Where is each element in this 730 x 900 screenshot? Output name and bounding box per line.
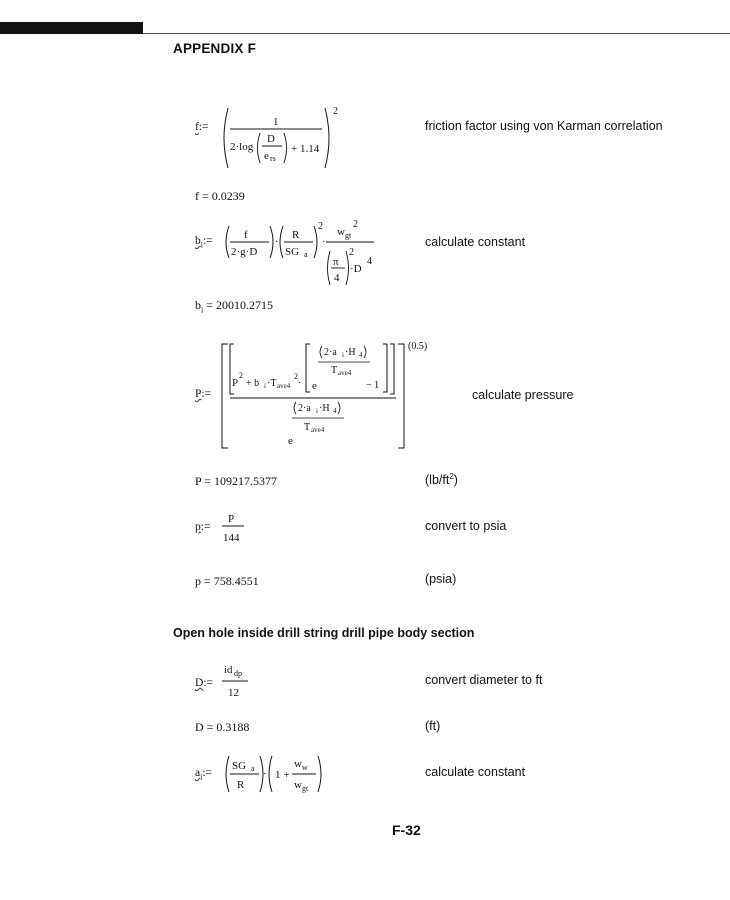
svg-text:P: P bbox=[232, 377, 239, 389]
svg-text:dp: dp bbox=[234, 669, 242, 678]
svg-text:i: i bbox=[316, 407, 318, 415]
svg-text:e: e bbox=[312, 380, 317, 392]
svg-text:4: 4 bbox=[359, 351, 363, 359]
svg-text:2·a: 2·a bbox=[298, 403, 311, 414]
result-p-unit: (psia) bbox=[425, 572, 457, 586]
svg-text:·H: ·H bbox=[345, 347, 356, 358]
svg-text:4: 4 bbox=[333, 407, 337, 415]
svg-text:4: 4 bbox=[334, 272, 340, 284]
constant-b-lhs: $b_i:=$ bbox=[195, 235, 213, 250]
svg-text:w: w bbox=[302, 763, 308, 772]
svg-text:w: w bbox=[337, 226, 345, 238]
section-heading: Open hole inside drill string drill pipe body section bbox=[173, 626, 475, 640]
svg-text:i: i bbox=[342, 351, 344, 359]
svg-text:12: 12 bbox=[228, 687, 239, 699]
svg-text:e: e bbox=[288, 435, 293, 447]
constant-a-lhs: $a_i:=$ bbox=[195, 767, 213, 782]
appendix-title: APPENDIX F bbox=[173, 41, 257, 56]
pressure-note: calculate pressure bbox=[472, 388, 574, 402]
constant-a-note: calculate constant bbox=[425, 765, 526, 779]
svg-text:2: 2 bbox=[349, 247, 354, 258]
svg-text:T: T bbox=[331, 365, 338, 376]
to-psia-fraction bbox=[218, 510, 258, 546]
friction-plus: + 1.14 bbox=[291, 143, 320, 155]
friction-equation bbox=[218, 104, 343, 172]
svg-text:R: R bbox=[292, 229, 300, 241]
svg-text:2: 2 bbox=[318, 221, 323, 232]
svg-text:·: · bbox=[322, 236, 326, 248]
friction-note: friction factor using von Karman correlation bbox=[425, 119, 663, 133]
svg-text:4: 4 bbox=[367, 256, 372, 267]
svg-text:f: f bbox=[244, 229, 248, 241]
svg-text:ave4: ave4 bbox=[311, 426, 325, 434]
svg-text:ave4: ave4 bbox=[338, 369, 352, 377]
svg-text:a: a bbox=[251, 764, 255, 773]
svg-text:π: π bbox=[333, 256, 339, 268]
svg-text:·: · bbox=[263, 768, 267, 780]
svg-text:gt: gt bbox=[302, 784, 309, 793]
result-P-unit: $(lb/ft^2)$ bbox=[425, 472, 458, 488]
friction-log: 2·log bbox=[230, 141, 254, 153]
svg-text:T: T bbox=[304, 422, 311, 433]
result-p: p = 758.4551 bbox=[195, 574, 259, 588]
header-rule bbox=[143, 33, 730, 34]
svg-text:·D: ·D bbox=[350, 263, 362, 275]
svg-text:144: 144 bbox=[223, 532, 240, 544]
to-psia-lhs: p:= bbox=[195, 521, 211, 533]
constant-b-equation bbox=[222, 218, 382, 292]
svg-text:− 1: − 1 bbox=[366, 380, 380, 391]
diameter-fraction bbox=[218, 660, 263, 702]
to-psia-note: convert to psia bbox=[425, 519, 507, 533]
svg-text:i: i bbox=[264, 382, 266, 390]
constant-b-note: calculate constant bbox=[425, 235, 526, 249]
result-D: D = 0.3188 bbox=[195, 720, 250, 734]
svg-text:2: 2 bbox=[353, 219, 358, 230]
diameter-lhs: D:= bbox=[195, 677, 213, 689]
svg-text:a: a bbox=[304, 250, 308, 259]
pressure-lhs: P:= bbox=[195, 388, 212, 400]
constant-a-equation bbox=[222, 752, 332, 798]
svg-text:R: R bbox=[237, 779, 245, 791]
page-number: F-32 bbox=[392, 822, 421, 838]
svg-text:·H: ·H bbox=[319, 403, 330, 414]
pressure-exponent: (0.5) bbox=[408, 341, 428, 352]
pressure-equation bbox=[218, 338, 438, 454]
svg-text:+ b: + b bbox=[246, 378, 260, 389]
result-D-unit: (ft) bbox=[425, 719, 441, 733]
svg-text:id: id bbox=[224, 664, 233, 676]
svg-text:1 +: 1 + bbox=[275, 769, 290, 781]
friction-exponent: 2 bbox=[333, 106, 338, 117]
svg-text:rs: rs bbox=[270, 154, 276, 163]
svg-text:SG: SG bbox=[232, 760, 247, 772]
svg-text:e: e bbox=[264, 150, 269, 162]
svg-text:ave4: ave4 bbox=[277, 382, 291, 390]
result-P: P = 109217.5377 bbox=[195, 474, 277, 488]
svg-text:P: P bbox=[228, 513, 235, 525]
result-f: f = 0.0239 bbox=[195, 189, 245, 203]
friction-numerator: 1 bbox=[273, 116, 279, 128]
svg-text:·: · bbox=[298, 378, 302, 389]
result-b: $b_i = 20010.2715$ bbox=[195, 298, 274, 315]
diameter-note: convert diameter to ft bbox=[425, 673, 543, 687]
svg-text:w: w bbox=[294, 758, 302, 770]
svg-text:2: 2 bbox=[294, 372, 298, 381]
svg-text:·T: ·T bbox=[267, 378, 277, 389]
svg-text:w: w bbox=[294, 779, 302, 791]
svg-text:2: 2 bbox=[239, 371, 243, 380]
svg-text:SG: SG bbox=[285, 246, 300, 258]
svg-text:·: · bbox=[275, 236, 279, 248]
svg-text:D: D bbox=[267, 133, 275, 145]
svg-text:gt: gt bbox=[345, 231, 352, 240]
header-bar bbox=[0, 22, 143, 34]
svg-text:2·g·D: 2·g·D bbox=[231, 246, 258, 258]
friction-lhs: f:= bbox=[195, 121, 209, 133]
svg-text:2·a: 2·a bbox=[324, 347, 337, 358]
